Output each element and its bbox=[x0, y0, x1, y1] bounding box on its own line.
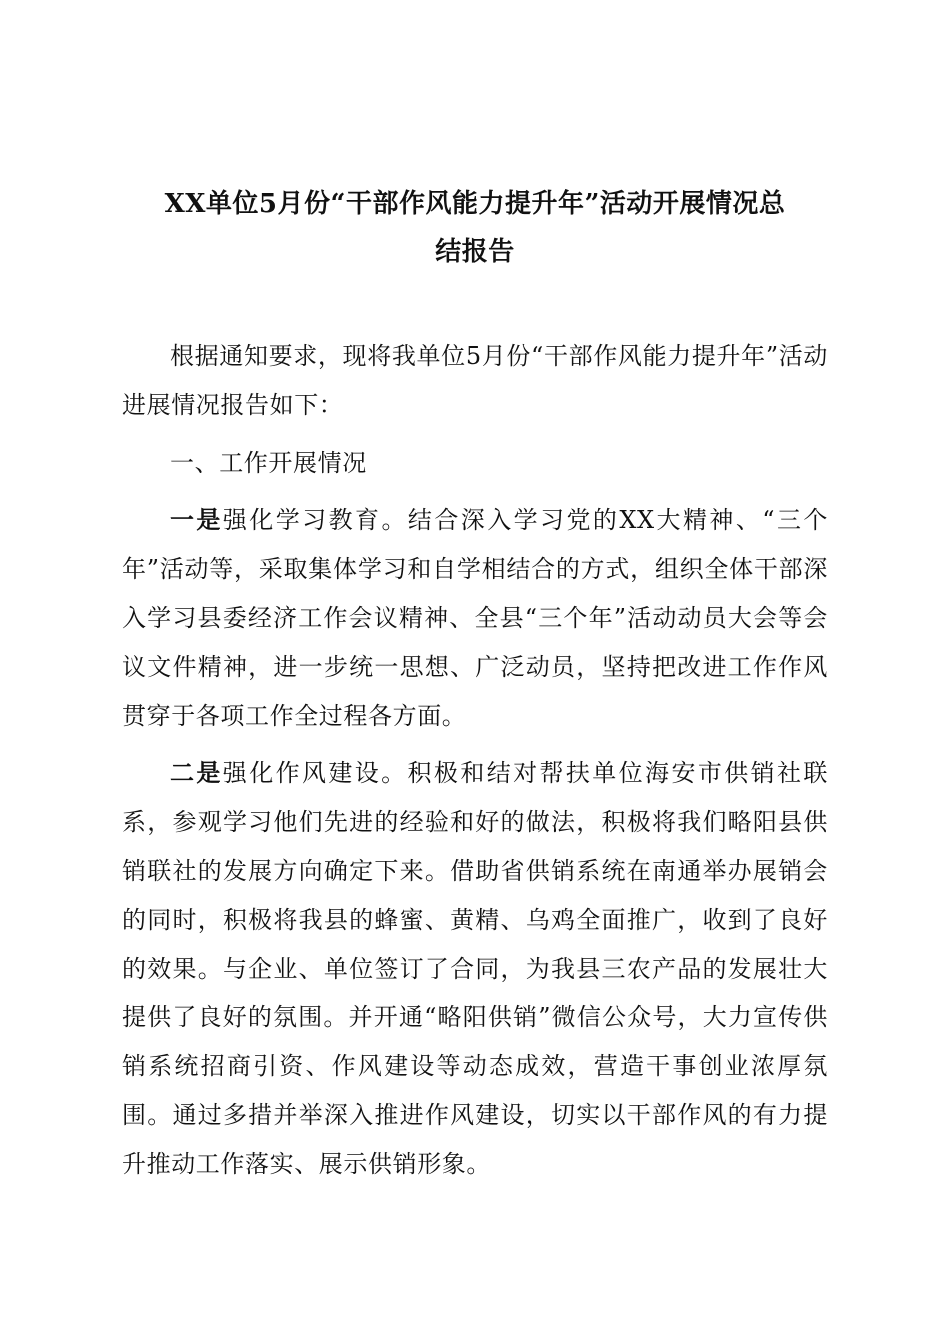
document-body bbox=[122, 332, 828, 1198]
intro-paragraph: 根据通知要求，现将我单位5月份“干部作风能力提升年”活动进展情况报告如下： bbox=[122, 342, 828, 419]
item-2-text: 强化作风建设。积极和结对帮扶单位海安市供销社联系，参观学习他们先进的经验和好的做法，积极将我们略阳县供销联社的发展方向确定下来。借助省供销系统在南通举办展销会的同时，积极将我县的蜂蜜、黄精、乌鸡全面推广，收到了良好的效果。与企业、单位签订了合同，为我县三农产品的发展壮大提供了良好的氛围。并开通“略阳供销”微信公众号，大力宣传供销系统招商引资、作风建设等动态成效，营造干事创业浓厚氛围。通过多措并举深入推进作风建设，切实以干部作风的有力提升推动工作落实、展示供销形象。 bbox=[122, 759, 828, 1178]
item-1-text: 强化学习教育。结合深入学习党的XX大精神、“三个年”活动等，采取集体学习和自学相结合的方式，组织全体干部深入学习县委经济工作会议精神、全县“三个年”活动动员大会等会议文件精神，进一步统一思想、广泛动员，坚持把改进工作作风贯穿于各项工作全过程各方面。 bbox=[122, 506, 829, 730]
item-2-paragraph bbox=[122, 749, 828, 1188]
item-1-lead: 一是 bbox=[170, 505, 223, 535]
title-line-2: 结报告 bbox=[435, 237, 515, 267]
item-2-lead: 二是 bbox=[170, 758, 223, 788]
section-heading: 一、工作开展情况 bbox=[170, 448, 367, 477]
item-1-paragraph bbox=[122, 496, 828, 740]
title-line-1: XX单位5月份“干部作风能力提升年”活动开展情况总 bbox=[164, 189, 786, 219]
document-title bbox=[100, 180, 850, 276]
